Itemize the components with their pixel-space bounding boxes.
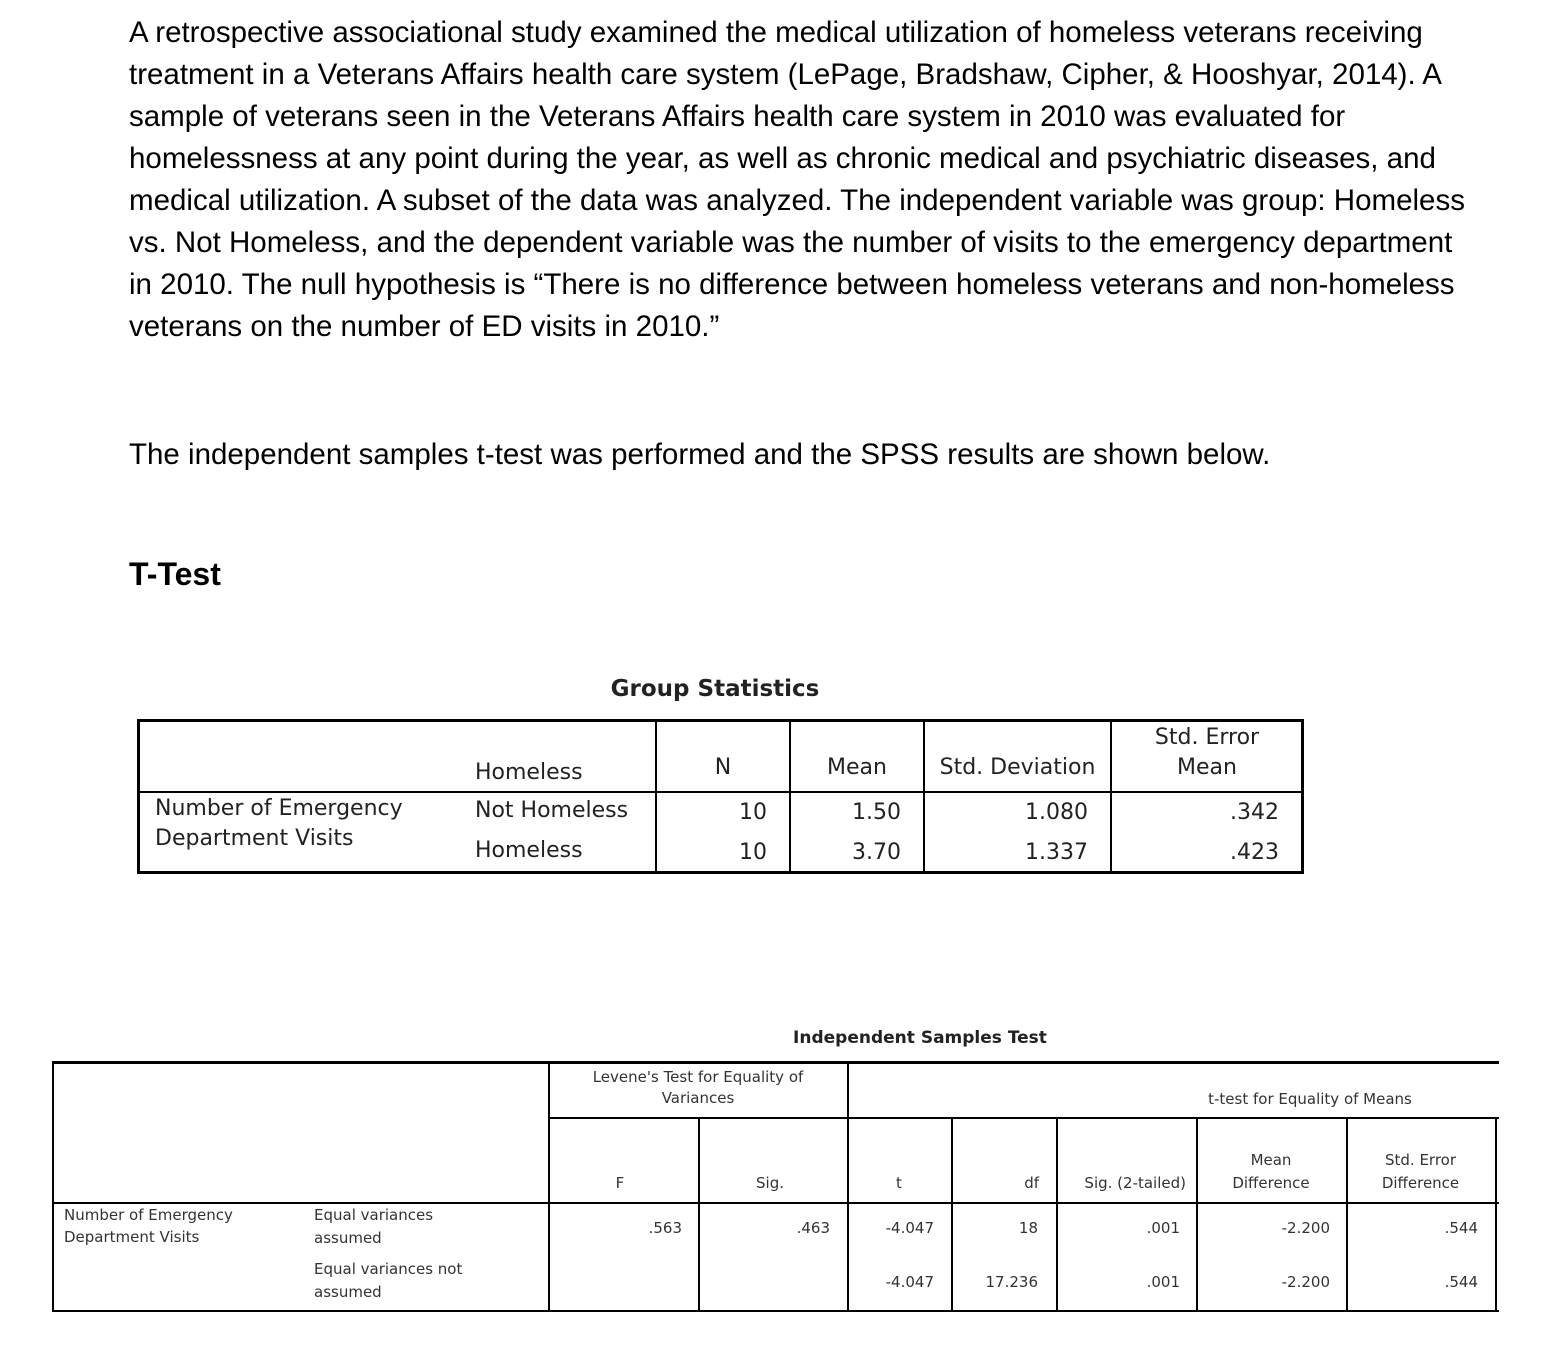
ist-col-sed-line1: Std. Error: [1384, 1151, 1457, 1169]
gs-sd-value: 1.080: [1025, 800, 1088, 825]
ist-subheader-rule: [548, 1117, 1499, 1119]
ist-f-value: .563: [648, 1219, 682, 1237]
ist-row-label-line2: Department Visits: [64, 1228, 200, 1246]
ist-col-df: df: [1024, 1174, 1039, 1192]
gs-row-label-line2: Department Visits: [155, 826, 354, 851]
ist-col-sig2: Sig. (2-tailed): [1084, 1174, 1186, 1192]
gs-group-label: Not Homeless: [475, 798, 629, 823]
ist-md-value: -2.200: [1281, 1219, 1330, 1237]
ist-t-value: -4.047: [885, 1273, 934, 1291]
gs-col-mean: Mean: [827, 755, 887, 780]
ist-divider: [698, 1118, 700, 1310]
ist-variance-label-line2: assumed: [314, 1229, 382, 1247]
ist-sed-value: .544: [1444, 1273, 1478, 1291]
ist-header-rule: [54, 1202, 1499, 1204]
ist-md-value: -2.200: [1281, 1273, 1330, 1291]
levene-header-line1: Levene's Test for Equality of: [592, 1068, 804, 1086]
gs-n-value: 10: [739, 800, 767, 825]
method-sentence: The independent samples t-test was performed and the SPSS results are shown below.: [129, 438, 1271, 471]
ist-col-md-line2: Difference: [1232, 1174, 1310, 1192]
ist-col-sed-line2: Difference: [1381, 1174, 1460, 1192]
ist-variance-label-line1: Equal variances not: [314, 1260, 463, 1278]
ttest-header: t-test for Equality of Means: [1208, 1090, 1412, 1108]
gs-group-label: Homeless: [475, 838, 583, 863]
ist-t-value: -4.047: [885, 1219, 934, 1237]
gs-header-rule: [139, 791, 1302, 793]
section-title: T-Test: [129, 556, 221, 592]
levene-header-line2: Variances: [661, 1089, 735, 1107]
gs-sem-value: .342: [1230, 800, 1279, 825]
gs-row-label-line1: Number of Emergency: [155, 796, 403, 821]
gs-sd-value: 1.337: [1025, 840, 1088, 865]
ist-col-f: F: [615, 1174, 625, 1192]
ist-top-rule: [52, 1061, 1499, 1064]
ist-sig2-value: .001: [1146, 1219, 1180, 1237]
gs-sem-value: .423: [1230, 840, 1279, 865]
gs-header-group: Homeless: [475, 760, 583, 785]
group-statistics-title: Group Statistics: [610, 676, 820, 702]
ist-divider: [1495, 1118, 1497, 1310]
gs-col-sd: Std. Deviation: [939, 755, 1096, 780]
ist-sig2-value: .001: [1146, 1273, 1180, 1291]
gs-mean-value: 1.50: [852, 800, 901, 825]
ist-sig-value: .463: [796, 1219, 830, 1237]
ist-variance-label-line2: assumed: [314, 1283, 382, 1301]
ist-col-t: t: [896, 1174, 902, 1192]
intro-paragraph: A retrospective associational study examined the medical utilization of homeless veterans receiving treatment in a Veterans Affairs health care system (LePage, Bradshaw, Cipher, & Hooshyar, 2014). A sample of veterans seen in the Veterans Affairs health care system in 2010 was evaluated for homelessness at any point during the year, as well as chronic medical and psychiatric diseases, and medical utilization. A subset of the data was analyzed. The independent variable was group: Homeless vs. Not Homeless, and the dependent variable was the number of visits to the emergency department in 2010. The null hypothesis is “There is no difference between homeless veterans and non-homeless veterans on the number of ED visits in 2010.”: [129, 16, 1465, 343]
gs-col-sem-line2: Mean: [1177, 755, 1237, 780]
ist-variance-label-line1: Equal variances: [314, 1206, 434, 1224]
ist-col-md-line1: Mean: [1250, 1151, 1292, 1169]
ist-sed-value: .544: [1444, 1219, 1478, 1237]
gs-col-n: N: [714, 755, 732, 780]
ist-df-value: 17.236: [985, 1273, 1038, 1291]
gs-n-value: 10: [739, 840, 767, 865]
independent-samples-test-title: Independent Samples Test: [793, 1028, 1047, 1048]
gs-mean-value: 3.70: [852, 840, 901, 865]
ist-col-sig: Sig.: [756, 1174, 784, 1192]
ist-df-value: 18: [1018, 1219, 1038, 1237]
gs-col-sem-line1: Std. Error: [1154, 725, 1260, 750]
ist-row-label-line1: Number of Emergency: [64, 1206, 233, 1224]
